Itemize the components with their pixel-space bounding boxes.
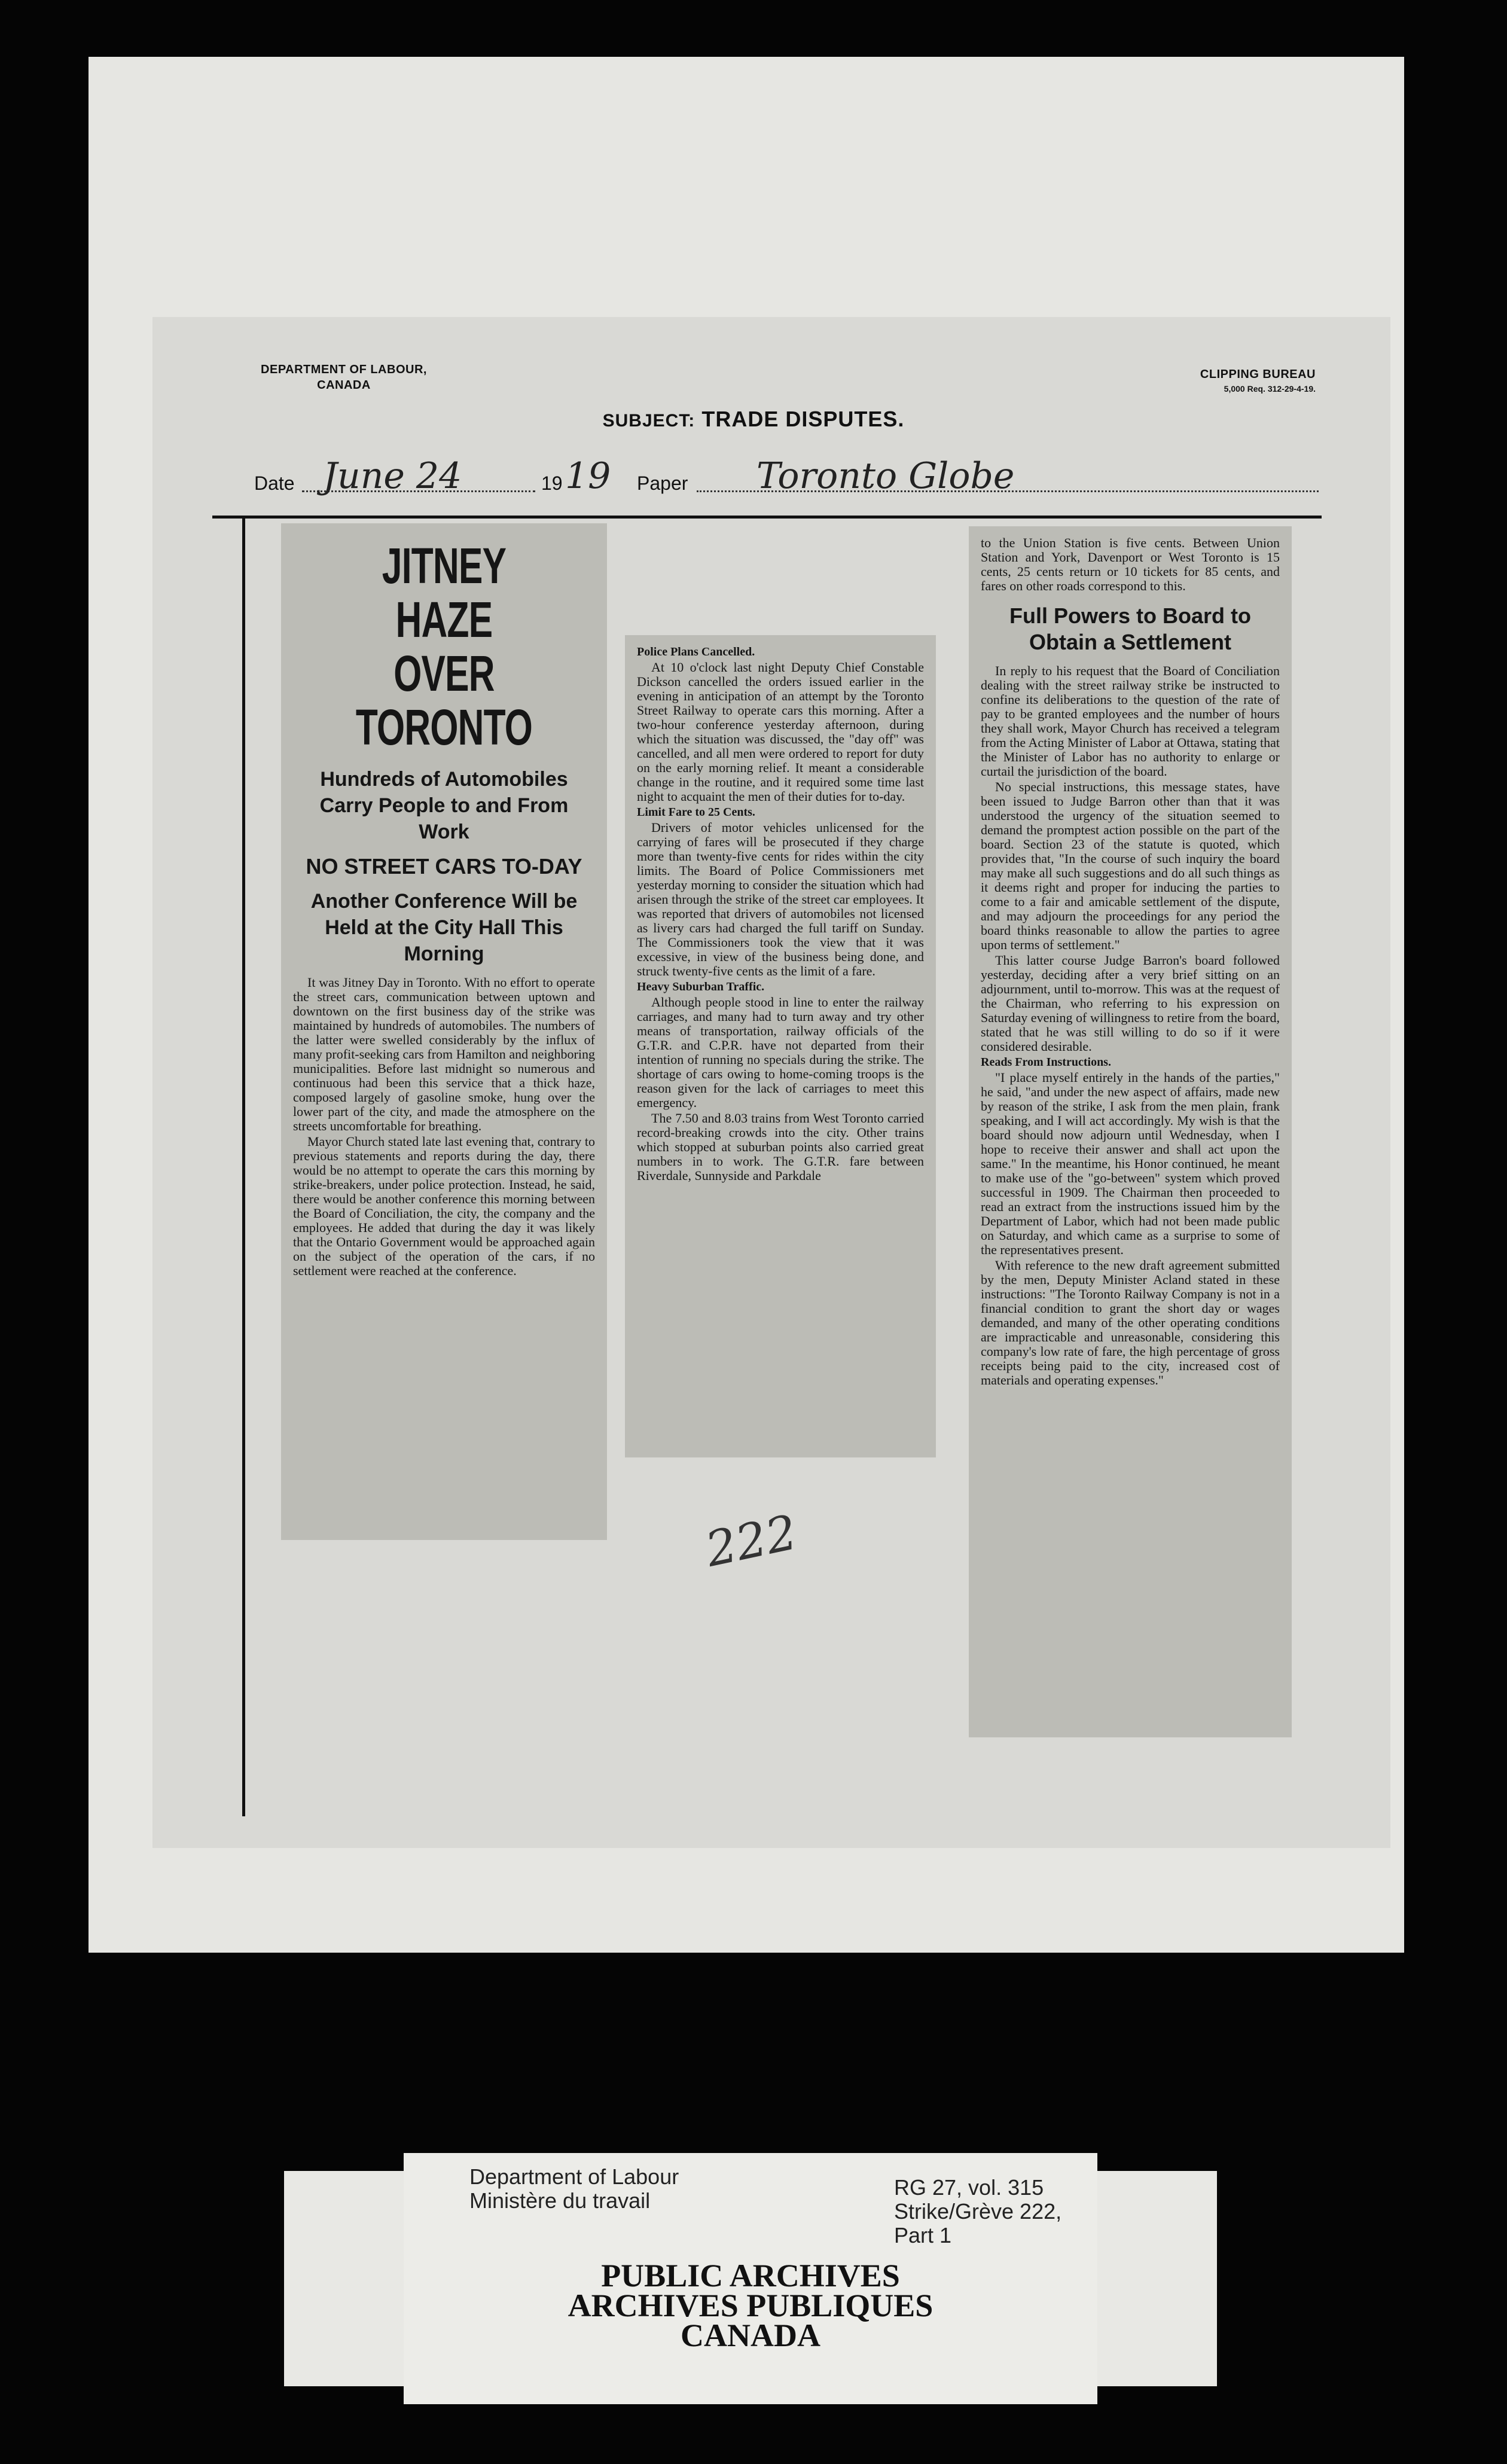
archive-line-3: CANADA (681, 2317, 820, 2353)
label-dept-fr: Ministère du travail (469, 2188, 651, 2213)
department-line2: CANADA (317, 379, 371, 392)
label-tab-left (284, 2171, 410, 2386)
article3-paragraph-0: to the Union Station is five cents. Between Union Station and York, Davenport or West Toronto is 15 cents, 25 cents return or 10 tickets for 85 cents, and fares on other roads correspond to this. (981, 535, 1280, 593)
deck-3: Another Conference Will be Held at the City Hall This Morning (310, 890, 578, 965)
subhead-limit-fare: Limit Fare to 25 Cents. (637, 806, 755, 819)
label-ref-2: Strike/Grève 222, (894, 2199, 1062, 2224)
deck-1: Hundreds of Automobiles Carry People to and From Work (319, 768, 569, 843)
handwritten-annotation: 222 (701, 1504, 802, 1578)
bureau-label: CLIPPING BUREAU (1200, 368, 1316, 381)
subject-label: SUBJECT: (602, 411, 695, 431)
department-line1: DEPARTMENT OF LABOUR, (261, 363, 427, 376)
article3-paragraph-5: With reference to the new draft agreement submitted by the men, Deputy Minister Acland stated in these instructions: "The Toronto Railway Company is not in a financial condition to grant the short day or wages demanded, and many of the other operating conditions are impracticable and unreasonable, considering this company's low rate of fare, the high percentage of gross receipts being paid to the city, increased cost of materials and operating expenses." (981, 1258, 1280, 1387)
article3-paragraph-2: No special instructions, this message states, have been issued to Judge Barron other than that it was understood the urgency of the situation seemed to demand the promptest action possible on the part of the board. Section 23 of the statute is quoted, which provides that, "In the course of such inquiry the board may make all such suggestions and do all such things as it deems right and proper for inducing the parties to come to a fair and amicable settlement of the dispute, and may adjourn the proceedings for any period the board thinks reasonable to allow the parties to agree upon terms of settlement." (981, 779, 1280, 952)
article2-paragraph-1: At 10 o'clock last night Deputy Chief Constable Dickson cancelled the orders issued earlier in the evening in anticipation of an attempt by the Toronto Street Railway to operate cars this morning. After a two-hour conference yesterday afternoon, during which the situation was discussed, the "day off" was cancelled, and all men were ordered to report for duty on the early morning relief. It meant a considerable change in the routine, and it required some time last night to acquaint the men of their duties for to-day. (637, 660, 924, 804)
article1-paragraph-2: Mayor Church stated late last evening that, contrary to previous statements and reports during the day, there would be no attempt to operate the cars this morning by strike-breakers, under police protection. Instead, he said, there would be another conference this morning between the Board of Conciliation, the city, the company and the employees. He added that during the day it was likely that the Ontario Government would be approached again on the subject of the operation of the cars, if no settlement were reached at the conference. (293, 1134, 595, 1278)
archive-line-1: PUBLIC ARCHIVES (601, 2258, 900, 2294)
clipping-column-2 (625, 635, 936, 1457)
article3-head: Full Powers to Board to Obtain a Settlement (1009, 603, 1251, 654)
article3-paragraph-1: In reply to his request that the Board of Conciliation dealing with the street railway strike be instructed to confine its deliberations to the question of the rate of pay to be granted employees and the number of hours they shall work, Mayor Church has received a telegram from the Acting Minister of Labor at Ottawa, stating that the Minister of Labor has no authority to enlarge or curtail the jurisdiction of the board. (981, 663, 1280, 779)
margin-rule (242, 516, 245, 1816)
clipping-bureau (1148, 368, 1316, 394)
subject-value: TRADE DISPUTES. (701, 407, 905, 431)
article3-paragraph-4: "I place myself entirely in the hands of the parties," he said, "and under the new aspect of affairs, made new by reason of the strike, I ask from the men plain, frank speaking, and I will act accordingly. My wish is that the board should now adjourn until Wednesday, when I hope to receive their answer and shall act upon the same." In the meantime, his Honor continued, he meant to make use of the "go-between" system which proved successful in 1909. The Chairman then proceeded to read an extract from the instructions issued him by the Department of Labor, which had not been made public on Saturday, and which came as a surprise to some of the representatives present. (981, 1070, 1280, 1257)
deck-2: NO STREET CARS TO-DAY (306, 854, 582, 879)
article2-paragraph-2: Drivers of motor vehicles unlicensed for the carrying of fares will be prosecuted if they charge more than twenty-five cents for rides within the city limits. The Board of Police Commissioners met yesterday morning to consider the situation which had arisen through the strike of the street car employees. It was reported that drivers of automobiles not licensed as livery cars had charged the full tariff on Sunday. The Commissioners took the view that it was excessive, in view of the business being done, and struck twenty-five cents as the limit of a fare. (637, 820, 924, 978)
article2-paragraph-4: The 7.50 and 8.03 trains from West Toronto carried record-breaking crowds into the city. Other trains which stopped at suburban points also carried great numbers in to work. The G.T.R. fare between Riverdale, Sunnyside and Parkdale (637, 1111, 924, 1183)
label-ref-3: Part 1 (894, 2223, 952, 2248)
archive-label (284, 2153, 1217, 2404)
year-prefix: 19 (541, 472, 563, 494)
label-dept-en: Department of Labour (469, 2164, 679, 2189)
archive-line-2: ARCHIVES PUBLIQUES (568, 2288, 934, 2323)
header-rule (212, 516, 1322, 519)
paper-label: Paper (637, 472, 688, 494)
article1-paragraph-1: It was Jitney Day in Toronto. With no effort to operate the street cars, communication between uptown and downtown on the first business day of the strike was maintained by hundreds of automobiles. The numbers of the latter were swelled considerably by the influx of many profit-seeking cars from Hamilton and neighboring municipalities. Before last midnight so numerous and continuous had been this service that a thick haze, composed largely of gasoline smoke, hung over the lower part of the city, and made the atmosphere on the streets uncomfortable for breathing. (293, 975, 595, 1133)
headline-line-1: JITNEY HAZE (382, 538, 507, 648)
article2-paragraph-3: Although people stood in line to enter the railway carriages, and many had to turn away and try other means of transportation, railway officials of the G.T.R. and C.P.R. have not departed from their intention of running no specials during the strike. The shortage of cars owing to home-coming troops is the reason given for the lack of carriages to meet this emergency. (637, 995, 924, 1110)
subhead-suburban-traffic: Heavy Suburban Traffic. (637, 980, 765, 993)
subject-line (0, 407, 1507, 432)
subhead-reads-instructions: Reads From Instructions. (981, 1056, 1111, 1069)
date-label: Date (254, 472, 295, 494)
year-handwritten: 19 (565, 455, 611, 497)
requisition-number: 5,000 Req. 312-29-4-19. (1224, 384, 1316, 394)
date-paper-row (254, 455, 1319, 499)
date-handwritten: June 24 (323, 455, 462, 497)
label-body (404, 2153, 1097, 2404)
subhead-police-plans: Police Plans Cancelled. (637, 645, 755, 658)
label-tab-right (1091, 2171, 1217, 2386)
label-ref-1: RG 27, vol. 315 (894, 2175, 1044, 2200)
headline (335, 539, 553, 754)
public-archives-stamp (404, 2258, 1097, 2353)
clipping-column-1 (281, 523, 607, 1540)
article3-paragraph-3: This latter course Judge Barron's board followed yesterday, deciding after a very brief sitting on an adjournment, until to-morrow. This was at the request of the Chairman, who referring to his expression on Saturday evening of willingness to retire from the board, stated that he was still willing to do so if it were considered desirable. (981, 953, 1280, 1054)
paper-handwritten: Toronto Globe (756, 455, 1015, 497)
department-header (206, 362, 481, 393)
clipping-column-3 (969, 526, 1292, 1737)
headline-line-2: OVER TORONTO (355, 645, 533, 755)
